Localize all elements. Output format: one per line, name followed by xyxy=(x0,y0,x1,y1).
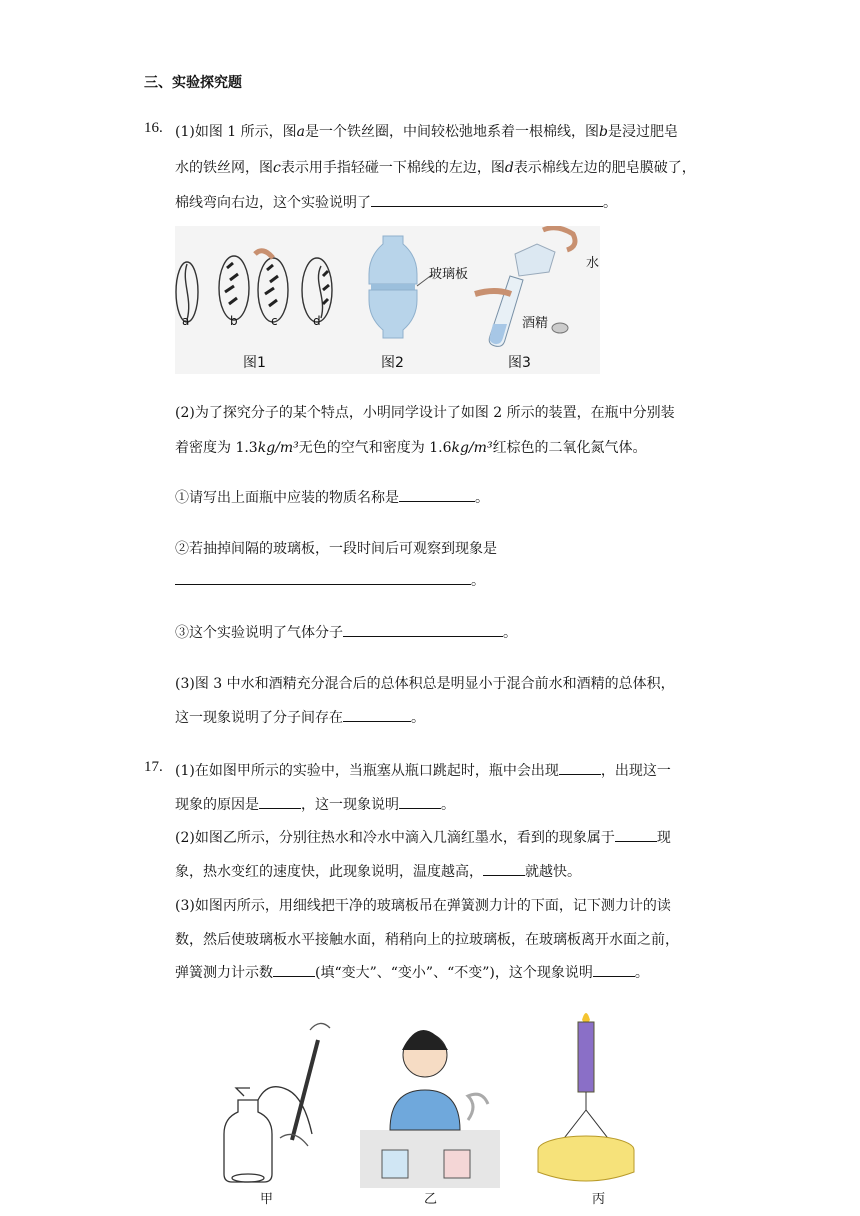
text: 。 xyxy=(411,710,425,726)
child-beakers-illustration xyxy=(360,1030,500,1188)
text: 。 xyxy=(441,797,455,813)
answer-blank[interactable] xyxy=(175,570,471,585)
text: (1)如图 1 所示，图 xyxy=(175,124,297,140)
text: 红棕色的二氧化氮气体。 xyxy=(492,440,647,456)
answer-blank[interactable] xyxy=(615,827,657,842)
q16-p2-q1 xyxy=(175,487,489,507)
text: ，这一现象说明 xyxy=(301,797,399,813)
text: 象，热水变红的速度快，此现象说明，温度越高， xyxy=(175,864,483,880)
label-d: d xyxy=(313,314,321,328)
var-c: c xyxy=(273,160,281,176)
water-label: 水 xyxy=(586,256,600,271)
q16-p2-q2: ②若抽掉间隔的玻璃板，一段时间后可观察到现象是 xyxy=(175,541,497,557)
q17-line5: (3)如图丙所示，用细线把干净的玻璃板吊在弹簧测力计的下面，记下测力计的读 xyxy=(175,898,671,914)
label-b: b xyxy=(230,314,238,328)
text: 无色的空气和密度为 1.6 xyxy=(298,440,452,456)
answer-blank[interactable] xyxy=(371,192,603,207)
experiment-illustrations xyxy=(210,1000,670,1190)
answer-blank[interactable] xyxy=(343,707,411,722)
unit: kg/m³ xyxy=(451,440,493,456)
section-title: 三、实验探究题 xyxy=(144,75,242,91)
text: 。 xyxy=(503,625,517,641)
text: 。 xyxy=(634,965,649,981)
question-number-16: 16. xyxy=(144,120,163,136)
bottle-pump-illustration xyxy=(224,1023,330,1182)
text: 表示棉线左边的肥皂膜破了， xyxy=(513,160,696,176)
figure-jia-yi-bing xyxy=(210,1000,670,1210)
var-b: b xyxy=(599,124,608,140)
text: 现 xyxy=(656,830,671,846)
label-c: c xyxy=(271,314,278,328)
text: 就越快。 xyxy=(525,864,581,880)
text: 是一个铁丝圈，中间较松弛地系着一根棉线，图 xyxy=(305,124,599,140)
wire-ring-d xyxy=(302,258,332,322)
fig-jia-caption: 甲 xyxy=(260,1192,274,1207)
text: 这一现象说明了分子间存在 xyxy=(175,710,343,726)
q16-p2-line1: (2)为了探究分子的某个特点，小明同学设计了如图 2 所示的装置，在瓶中分别装 xyxy=(175,405,675,421)
q16-p3-line1: (3)图 3 中水和酒精充分混合后的总体积总是明显小于混合前水和酒精的总体积， xyxy=(175,676,675,692)
text: 水的铁丝网，图 xyxy=(175,160,273,176)
text: 是浸过肥皂 xyxy=(607,124,678,140)
fig2-caption: 图2 xyxy=(381,355,404,371)
q16-p1-line1 xyxy=(175,121,678,141)
text: (1)在如图甲所示的实验中，当瓶塞从瓶口跳起时，瓶中会出现 xyxy=(175,763,559,779)
text: 。 xyxy=(475,490,489,506)
text: ①请写出上面瓶中应装的物质名称是 xyxy=(175,490,399,506)
spring-scale-illustration xyxy=(538,1013,634,1181)
q16-p2-q3 xyxy=(175,622,517,642)
glass-plate-label: 玻璃板 xyxy=(429,267,469,282)
answer-blank[interactable] xyxy=(399,794,441,809)
text: 表示用手指轻碰一下棉线的左边，图 xyxy=(280,160,505,176)
unit: kg/m³ xyxy=(257,440,299,456)
wire-ring-c xyxy=(255,251,288,322)
text: 棉线弯向右边，这个实验说明了 xyxy=(175,195,371,211)
q17-line7 xyxy=(175,962,649,982)
answer-blank[interactable] xyxy=(273,962,315,977)
text: (2)如图乙所示，分别往热水和冷水中滴入几滴红墨水，看到的现象属于 xyxy=(175,830,615,846)
var-a: a xyxy=(296,124,305,140)
text: ，出现这一 xyxy=(600,763,671,779)
q16-p2-q2-blank xyxy=(175,570,485,590)
q17-line6: 数，然后使玻璃板水平接触水面，稍稍向上的拉玻璃板，在玻璃板离开水面之前， xyxy=(175,932,679,948)
answer-blank[interactable] xyxy=(343,622,503,637)
fig1-caption: 图1 xyxy=(243,355,266,371)
text: 。 xyxy=(603,195,617,211)
text: 着密度为 1.3 xyxy=(175,440,258,456)
q17-line3 xyxy=(175,827,671,847)
q16-p3-line2 xyxy=(175,707,425,727)
text: (填“变大”、“变小”、“不变”)，这个现象说明 xyxy=(315,965,593,981)
q17-line4 xyxy=(175,861,581,881)
q17-line1 xyxy=(175,760,671,780)
figure-1-2-3 xyxy=(175,226,600,374)
label-a: a xyxy=(182,314,190,328)
text: 现象的原因是 xyxy=(175,797,259,813)
answer-blank[interactable] xyxy=(483,861,525,876)
var-d: d xyxy=(504,160,514,176)
wire-ring-b xyxy=(219,256,249,320)
answer-blank[interactable] xyxy=(259,794,301,809)
question-number-17: 17. xyxy=(144,759,163,775)
text: ③这个实验说明了气体分子 xyxy=(175,625,343,641)
wire-ring-a xyxy=(176,262,198,322)
answer-blank[interactable] xyxy=(559,760,601,775)
text: 。 xyxy=(471,573,485,589)
fig-yi-caption: 乙 xyxy=(424,1192,438,1207)
q17-line2 xyxy=(175,794,455,814)
answer-blank[interactable] xyxy=(593,962,635,977)
gas-bottles xyxy=(369,236,433,338)
q16-p1-line2 xyxy=(175,157,696,177)
q16-p2-line2 xyxy=(175,437,647,457)
q16-p1-line3 xyxy=(175,192,617,212)
answer-blank[interactable] xyxy=(399,487,475,502)
alcohol-label: 酒精 xyxy=(522,316,549,331)
fig3-caption: 图3 xyxy=(508,355,531,371)
fig-bing-caption: 丙 xyxy=(592,1192,606,1207)
text: 弹簧测力计示数 xyxy=(175,965,273,981)
